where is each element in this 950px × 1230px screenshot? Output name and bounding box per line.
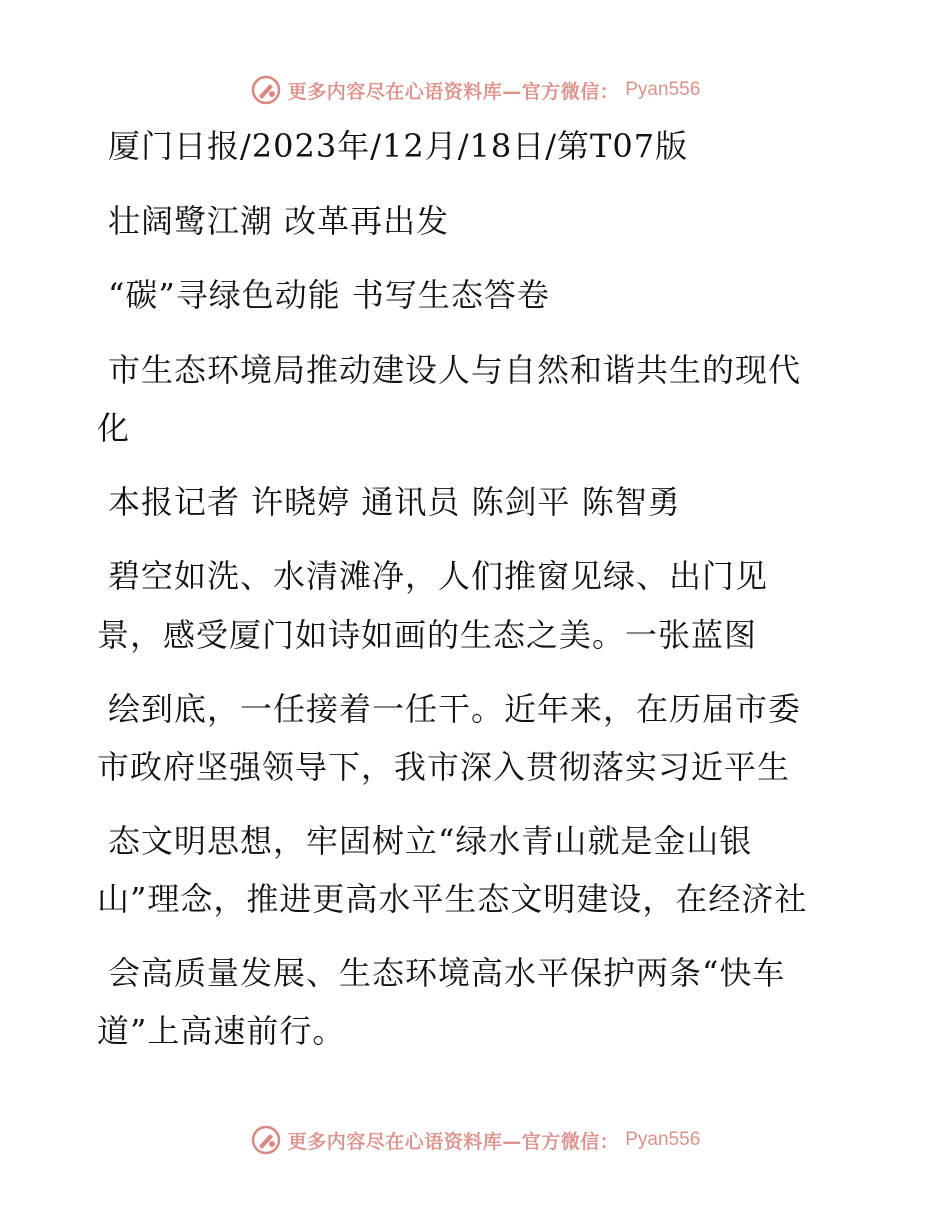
watermark-text: 更多内容尽在心语资料库—官方微信： [287, 1130, 620, 1153]
watermark-wechat-id: Pyan556 [625, 79, 701, 100]
headline: “碳”寻绿色动能 书写生态答卷 [108, 276, 550, 314]
byline: 本报记者 许晓婷 通讯员 陈剑平 陈智勇 [108, 483, 681, 521]
source-line: 厦门日报/2023年/12月/18日/第T07版 [108, 127, 689, 165]
subheadline: 市生态环境局推动建设人与自然和谐共生的现代 [108, 351, 802, 389]
seal-logo-icon [250, 1124, 282, 1156]
body-paragraph-line: 山”理念，推进更高水平生态文明建设，在经济社 [97, 880, 808, 918]
seal-logo-icon [250, 74, 282, 106]
body-paragraph-line: 会高质量发展、生态环境高水平保护两条“快车 [108, 954, 786, 992]
body-paragraph-line: 碧空如洗、水清滩净，人们推窗见绿、出门见 [108, 557, 769, 595]
body-paragraph-line: 绘到底，一任接着一任干。近年来，在历届市委 [108, 690, 802, 728]
footer-watermark [0, 1120, 950, 1160]
body-paragraph-line: 态文明思想，牢固树立“绿水青山就是金山银 [108, 822, 753, 860]
watermark-wechat-id: Pyan556 [625, 1129, 701, 1150]
body-paragraph-line: 景，感受厦门如诗如画的生态之美。一张蓝图 [97, 616, 758, 654]
column-title: 壮阔鹭江潮 改革再出发 [108, 202, 450, 240]
subheadline-continuation: 化 [97, 409, 131, 447]
body-paragraph-line: 道”上高速前行。 [97, 1012, 346, 1050]
header-watermark [0, 70, 950, 110]
body-paragraph-line: 市政府坚强领导下，我市深入贯彻落实习近平生 [97, 748, 791, 786]
watermark-text: 更多内容尽在心语资料库—官方微信： [287, 80, 620, 103]
